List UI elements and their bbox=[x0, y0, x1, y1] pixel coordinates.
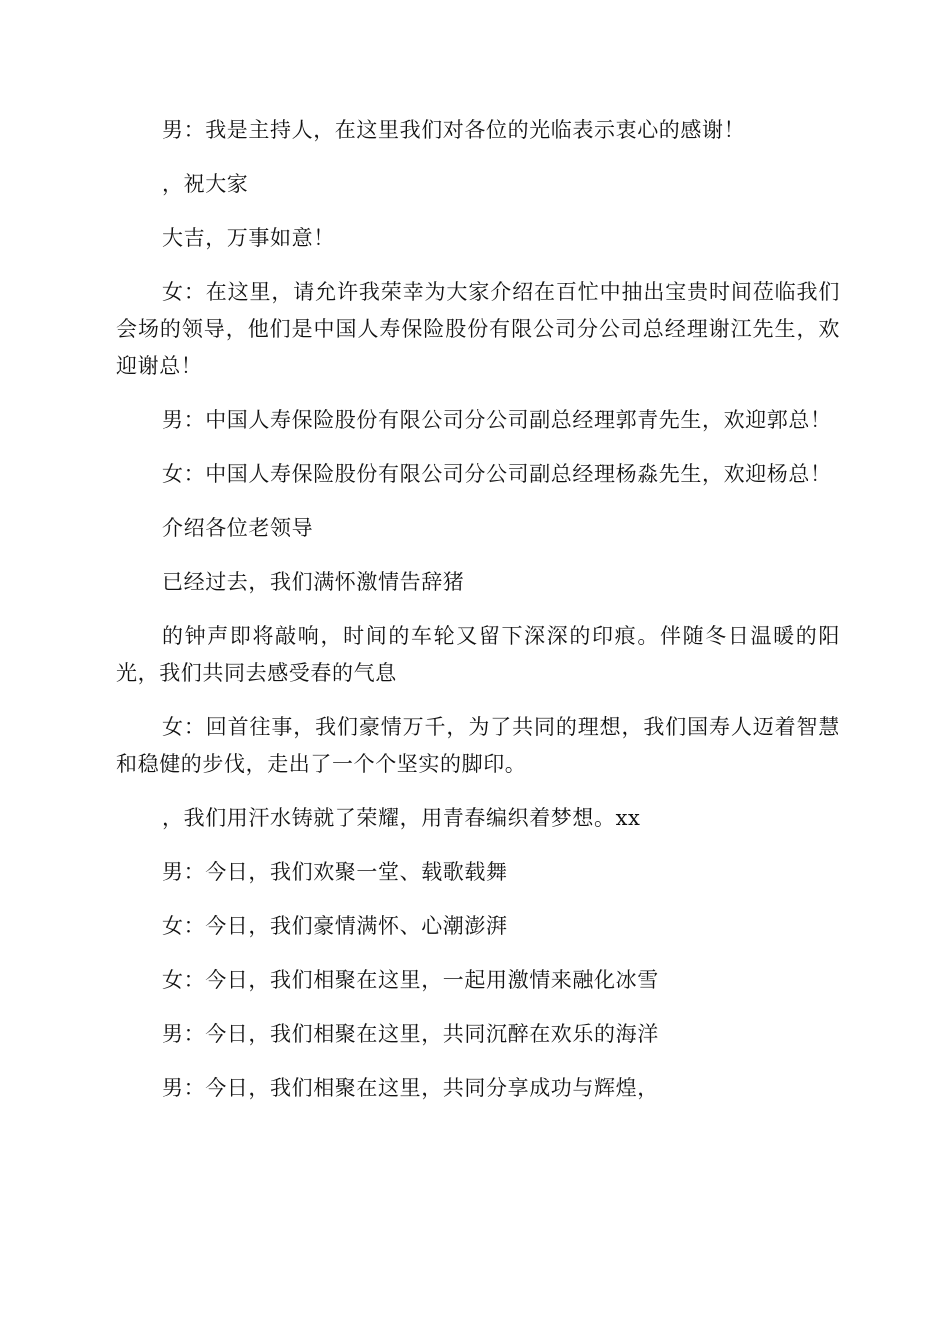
paragraph-4: 女：在这里，请允许我荣幸为大家介绍在百忙中抽出宝贵时间莅临我们会场的领导，他们是中国人寿保险股份有限公司分公司总经理谢江先生，欢迎谢总！ bbox=[116, 280, 840, 378]
paragraph-11: ，我们用汗水铸就了荣耀，用青春编织着梦想。xx bbox=[162, 806, 641, 830]
paragraph-2: ，祝大家 bbox=[162, 172, 249, 196]
paragraph-9: 的钟声即将敲响，时间的车轮又留下深深的印痕。伴随冬日温暖的阳光，我们共同去感受春的气息 bbox=[116, 624, 840, 685]
paragraph-1: 男：我是主持人，在这里我们对各位的光临表示衷心的感谢！ bbox=[162, 118, 746, 142]
paragraph-15: 男：今日，我们相聚在这里，共同沉醉在欢乐的海洋 bbox=[162, 1022, 659, 1046]
paragraph-6: 女：中国人寿保险股份有限公司分公司副总经理杨淼先生，欢迎杨总！ bbox=[162, 462, 832, 486]
document-body bbox=[116, 112, 840, 1124]
paragraph-5: 男：中国人寿保险股份有限公司分公司副总经理郭青先生，欢迎郭总！ bbox=[162, 408, 832, 432]
paragraph-12: 男：今日，我们欢聚一堂、载歌载舞 bbox=[162, 860, 508, 884]
paragraph-14: 女：今日，我们相聚在这里，一起用激情来融化冰雪 bbox=[162, 968, 659, 992]
paragraph-3: 大吉，万事如意！ bbox=[162, 226, 335, 250]
paragraph-8: 已经过去，我们满怀激情告辞猪 bbox=[162, 570, 465, 594]
paragraph-13: 女：今日，我们豪情满怀、心潮澎湃 bbox=[162, 914, 508, 938]
paragraph-7: 介绍各位老领导 bbox=[162, 516, 314, 540]
paragraph-10: 女：回首往事，我们豪情万千，为了共同的理想，我们国寿人迈着智慧和稳健的步伐，走出了一个个坚实的脚印。 bbox=[116, 715, 840, 776]
paragraph-16: 男：今日，我们相聚在这里，共同分享成功与辉煌， bbox=[162, 1076, 659, 1100]
